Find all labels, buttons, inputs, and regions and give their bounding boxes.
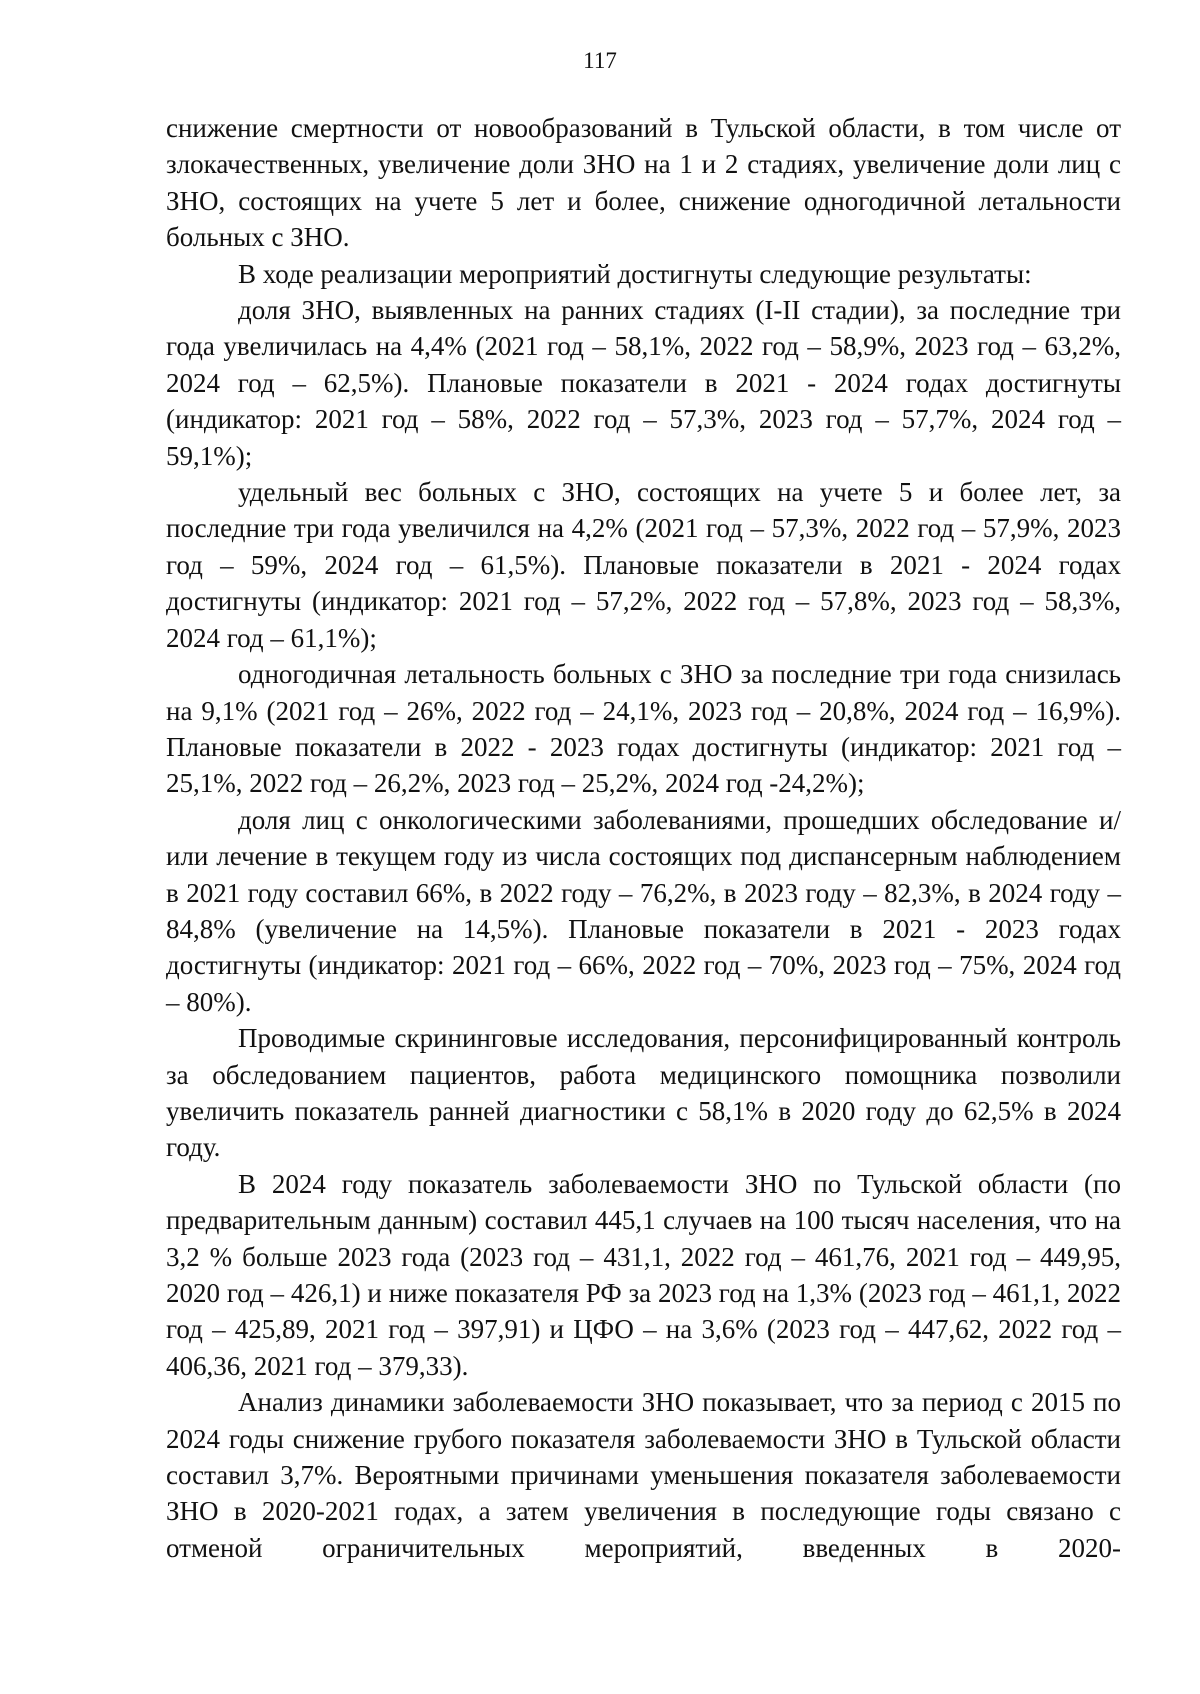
paragraph-3: доля ЗНО, выявленных на ранних стадиях (I-II стадии), за последние три года увеличилась на 4,4% (2021 год – 58,1%, 2022 год – 58,9%, 2023 год – 63,2%, 2024 год – 62,5%). Плановые показатели в 2021 - 2024 годах достигнуты (индикатор: 2021 год – 58%, 2022 год – 57,3%, 2023 год – 57,7%, 2024 год – 59,1%); xyxy=(166,295,1121,471)
paragraph-8: В 2024 году показатель заболеваемости ЗНО по Тульской области (по предварительным данным) составил 445,1 случаев на 100 тысяч населения, что на 3,2 % больше 2023 года (2023 год – 431,1, 2022 год – 461,76, 2021 год – 449,95, 2020 год – 426,1) и ниже показателя РФ за 2023 год на 1,3% (2023 год – 461,1, 2022 год – 425,89, 2021 год – 397,91) и ЦФО – на 3,6% (2023 год – 447,62, 2022 год – 406,36, 2021 год – 379,33). xyxy=(166,1168,1121,1381)
body-text xyxy=(166,110,1121,1566)
page-number: 117 xyxy=(583,48,617,73)
paragraph-5: одногодичная летальность больных с ЗНО за последние три года снизилась на 9,1% (2021 год – 26%, 2022 год – 24,1%, 2023 год – 20,8%, 2024 год – 16,9%). Плановые показатели в 2022 - 2023 годах достигнуты (индикатор: 2021 год – 25,1%, 2022 год – 26,2%, 2023 год – 25,2%, 2024 год -24,2%); xyxy=(166,659,1121,799)
paragraph-9: Анализ динамики заболеваемости ЗНО показывает, что за период с 2015 по 2024 годы снижение грубого показателя заболеваемости ЗНО в Тульской области составил 3,7%. Вероятными причинами уменьшения показателя заболеваемости ЗНО в 2020-2021 годах, а затем увеличения в последующие годы связано с отменой ограничительных мероприятий, введенных в 2020- xyxy=(166,1387,1121,1563)
paragraph-7: Проводимые скрининговые исследования, персонифицированный контроль за обследованием пациентов, работа медицинского помощника позволили увеличить показатель ранней диагностики с 58,1% в 2020 году до 62,5% в 2024 году. xyxy=(166,1023,1121,1163)
paragraph-4: удельный вес больных с ЗНО, состоящих на учете 5 и более лет, за последние три года увеличился на 4,2% (2021 год – 57,3%, 2022 год – 57,9%, 2023 год – 59%, 2024 год – 61,5%). Плановые показатели в 2021 - 2024 годах достигнуты (индикатор: 2021 год – 57,2%, 2022 год – 57,8%, 2023 год – 58,3%, 2024 год – 61,1%); xyxy=(166,477,1121,653)
paragraph-2: В ходе реализации мероприятий достигнуты следующие результаты: xyxy=(238,258,1032,289)
paragraph-1: снижение смертности от новообразований в Тульской области, в том числе от злокачественных, увеличение доли ЗНО на 1 и 2 стадиях, увеличение доли лиц с ЗНО, состоящих на учете 5 лет и более, снижение одногодичной летальности больных с ЗНО. xyxy=(166,113,1121,253)
paragraph-6: доля лиц с онкологическими заболеваниями, прошедших обследование и/или лечение в текущем году из числа состоящих под диспансерным наблюдением в 2021 году составил 66%, в 2022 году – 76,2%, в 2023 году – 82,3%, в 2024 году – 84,8% (увеличение на 14,5%). Плановые показатели в 2021 - 2023 годах достигнуты (индикатор: 2021 год – 66%, 2022 год – 70%, 2023 год – 75%, 2024 год – 80%). xyxy=(166,804,1121,1017)
